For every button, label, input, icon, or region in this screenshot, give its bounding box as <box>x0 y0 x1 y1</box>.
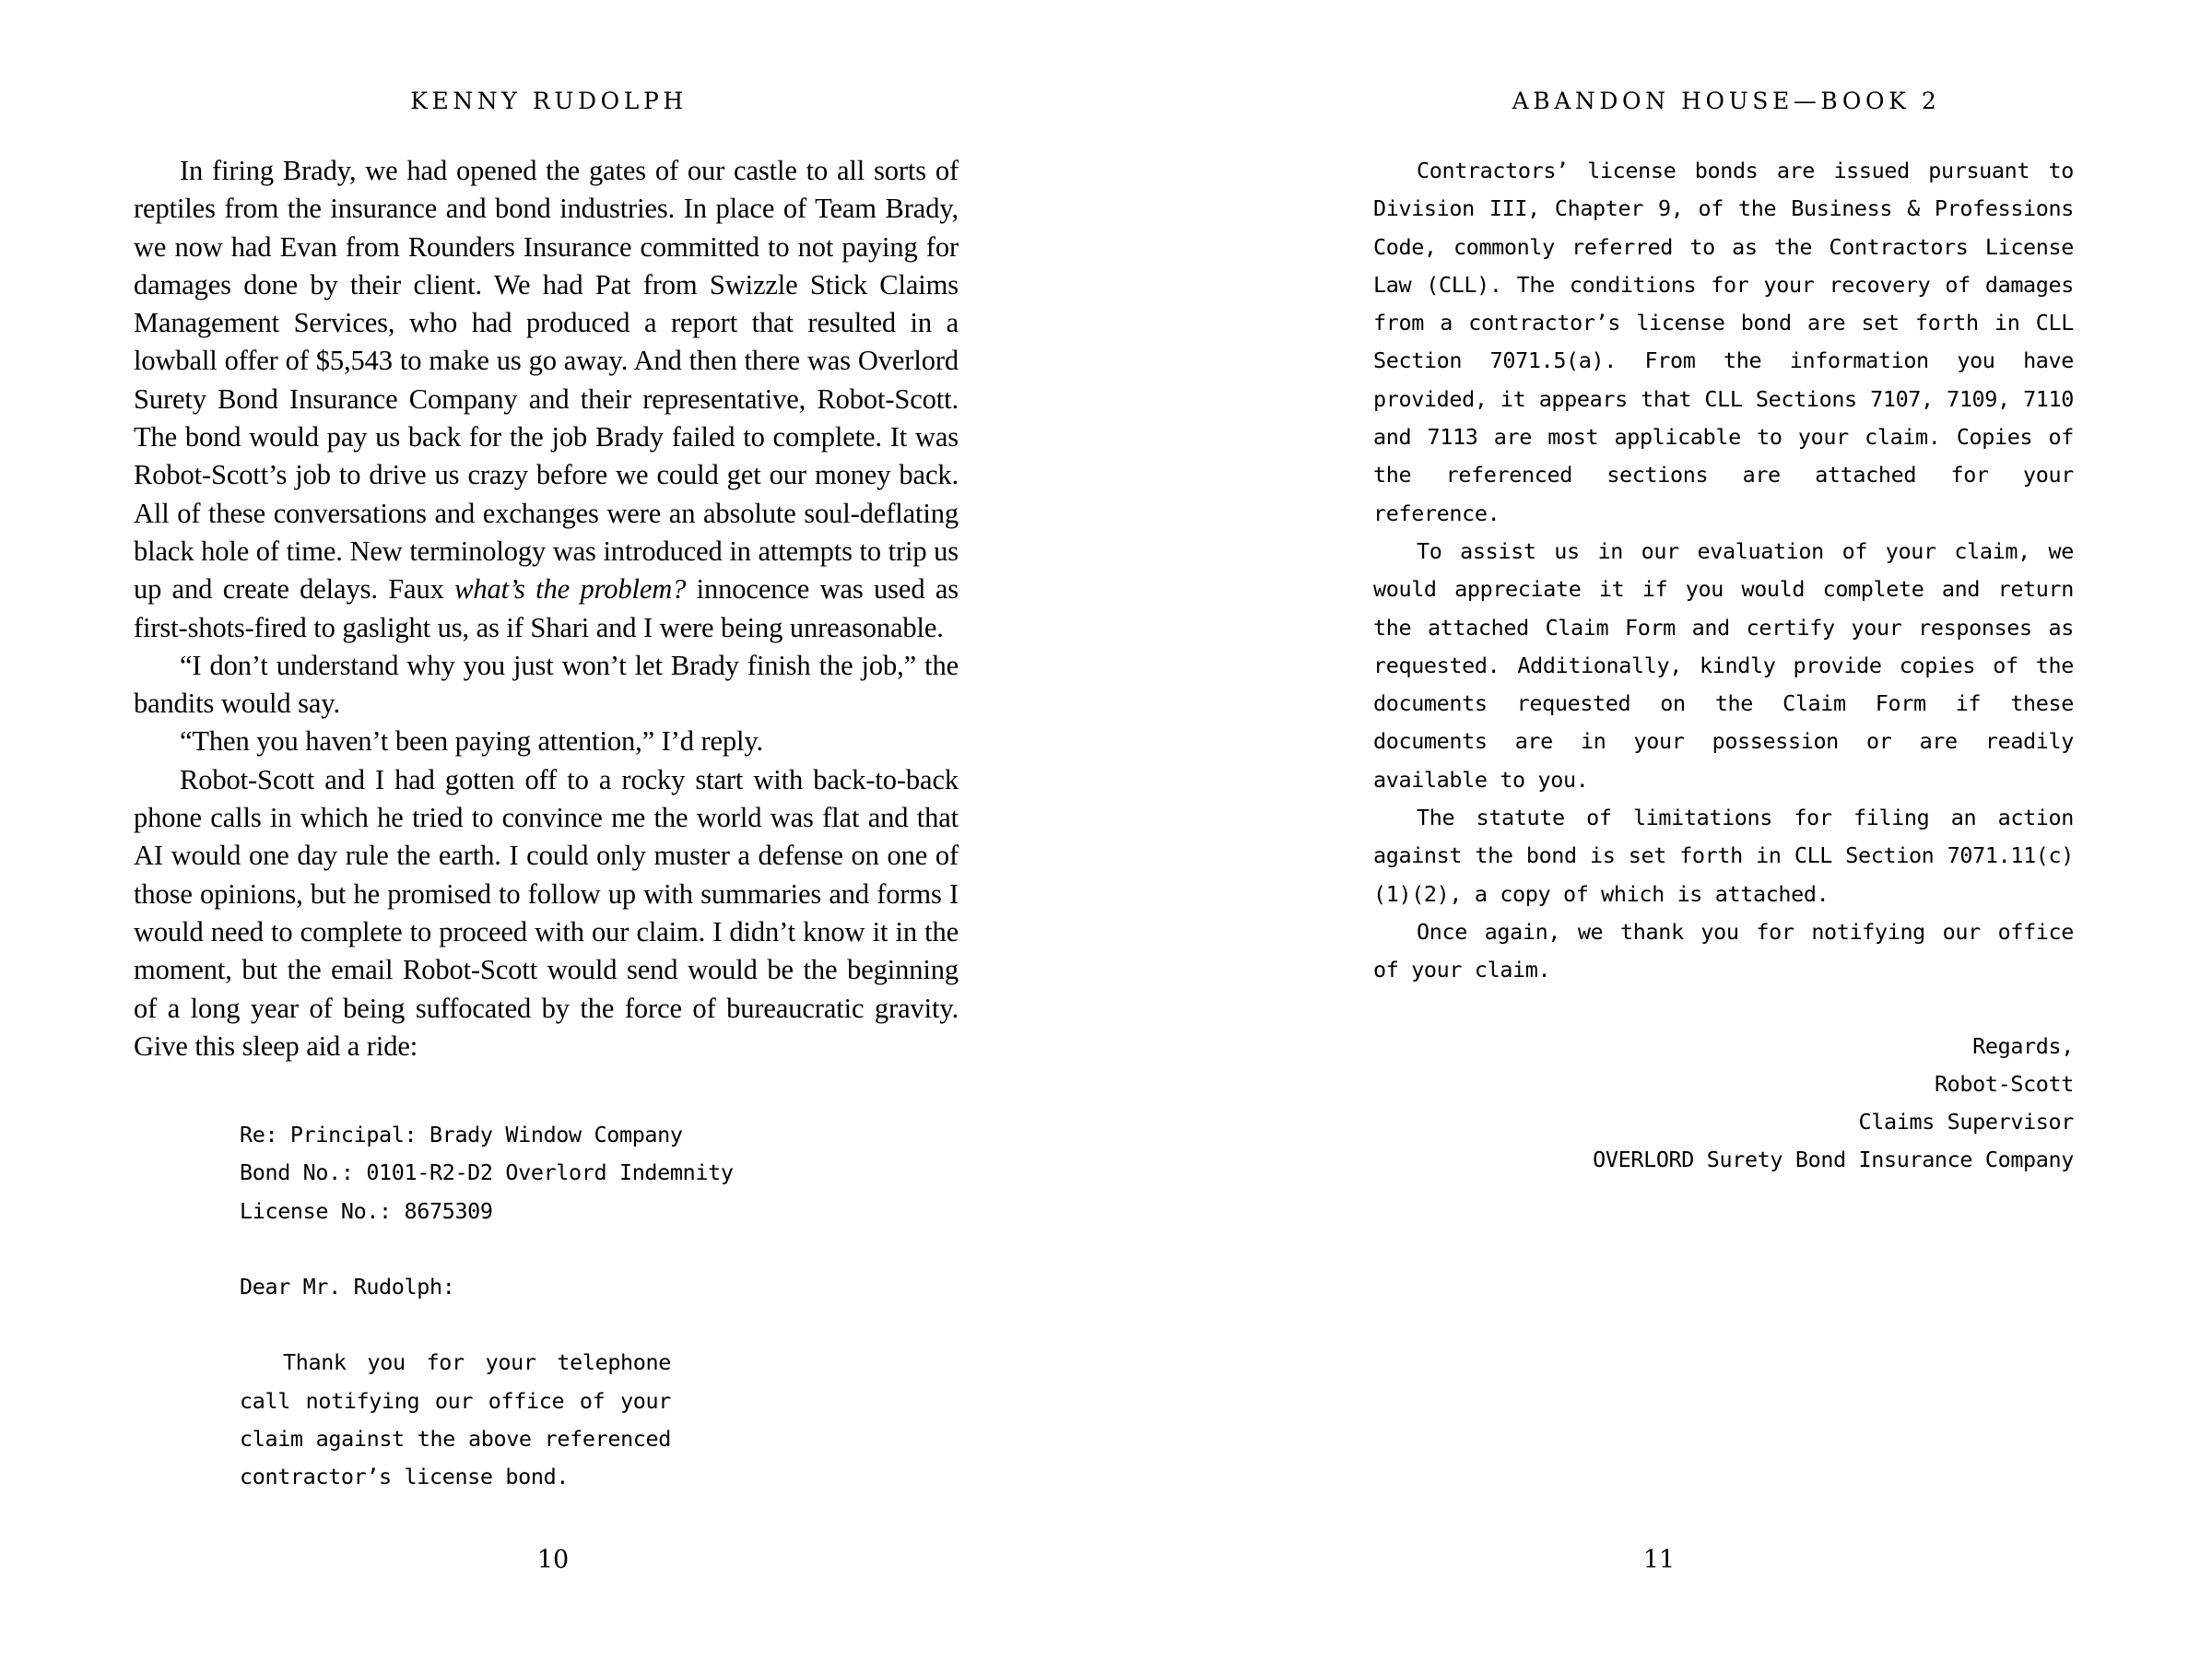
letter-paragraph-3: The statute of limitations for filing an action against the bond is set forth in CLL Section 7071.11(c)(1)(2), a copy of which is attached. <box>1373 805 2074 907</box>
paragraph-1-part-a: In firing Brady, we had opened the gates of our castle to all sorts of reptiles from the insurance and bond industries. In place of Team Brady, we now had Evan from Rounders Insurance committed to not paying for damages done by their client. We had Pat from Swizzle Stick Claims Management Services, who had produced a report that resulted in a lowball offer of $5,543 to make us go away. And then there was Overlord Surety Bond Insurance Company and their representative, Robot-Scott. The bond would pay us back for the job Brady failed to complete. It was Robot-Scott’s job to drive us crazy before we could get our money back. All of these conversations and exchanges were an absolute soul-deflating black hole of time. New terminology was introduced in attempts to trip us up and create delays. Faux <box>134 155 959 606</box>
running-head-left: KENNY RUDOLPH <box>410 88 688 114</box>
letter-signoff <box>1373 1028 2074 1180</box>
page-number-left: 10 <box>536 1546 570 1574</box>
page-number-right: 11 <box>1642 1546 1676 1574</box>
paragraph-1-italic-phrase: what’s the problem? <box>454 573 687 606</box>
letter-opening-paragraph: Thank you for your telephone call notifying our office of your claim against the above referenced contractor’s license bond. <box>240 1349 671 1490</box>
letter-paragraph-4: Once again, we thank you for notifying our office of your claim. <box>1373 918 2074 983</box>
letter-paragraph-2: To assist us in our evaluation of your claim, we would appreciate it if you would complete and return the attached Claim Form and certify your responses as requested. Additionally, kindly provide copies of the documents requested on the Claim Form if these documents are in your possession or are readily available to you. <box>1373 537 2074 793</box>
paragraph-2: “I don’t understand why you just won’t let Brady finish the job,” the bandits would say. <box>134 649 959 720</box>
letter-block-right <box>1373 152 2074 1180</box>
signoff-title: Claims Supervisor <box>1858 1109 2074 1135</box>
signoff-name: Robot-Scott <box>1934 1070 2074 1097</box>
paragraph-1-part-b: innocence was used as first-shots-fired to gaslight us, as if Shari and I were being unreasonable. <box>134 573 959 643</box>
paragraph-4: Robot-Scott and I had gotten off to a rocky start with back-to-back phone calls in which he tried to convince me the world was flat and that AI would one day rule the earth. I could only muster a defense on one of those opinions, but he promised to follow up with summaries and forms I would need to complete to proceed with our claim. I didn’t know it in the moment, but the email Robot-Scott would send would be the beginning of a long year of being suffocated by the force of bureaucratic gravity. Give this sleep aid a ride: <box>134 763 959 1062</box>
letter-ref-license-number: License No.: 8675309 <box>240 1197 493 1224</box>
letter-block-left <box>134 1116 959 1496</box>
paragraph-1 <box>134 152 959 647</box>
running-head-right: ABANDON HOUSE—BOOK 2 <box>1512 88 1941 114</box>
letter-ref-bond-number: Bond No.: 0101-R2-D2 Overlord Indemnity <box>240 1159 734 1186</box>
letter-ref-principal: Re: Principal: Brady Window Company <box>240 1122 683 1148</box>
page-right <box>1106 0 2212 1659</box>
letter-salutation: Dear Mr. Rudolph: <box>240 1274 455 1300</box>
paragraph-3: “Then you haven’t been paying attention,” I’d reply. <box>180 725 764 758</box>
signoff-company: OVERLORD Surety Bond Insurance Company <box>1593 1147 2074 1173</box>
letter-reference-lines <box>240 1116 959 1230</box>
narrative-body <box>134 152 959 1065</box>
signoff-closing: Regards, <box>1972 1032 2074 1059</box>
letter-paragraph-1: Contractors’ license bonds are issued pursuant to Division III, Chapter 9, of the Business & Professions Code, commonly referred to as the Contractors License Law (CLL). The conditions for your recovery of damages from a contractor’s license bond are set forth in CLL Section 7071.5(a). From the information you have provided, it appears that CLL Sections 7107, 7109, 7110 and 7113 are most applicable to your claim. Copies of the referenced sections are attached for your reference. <box>1373 158 2074 526</box>
